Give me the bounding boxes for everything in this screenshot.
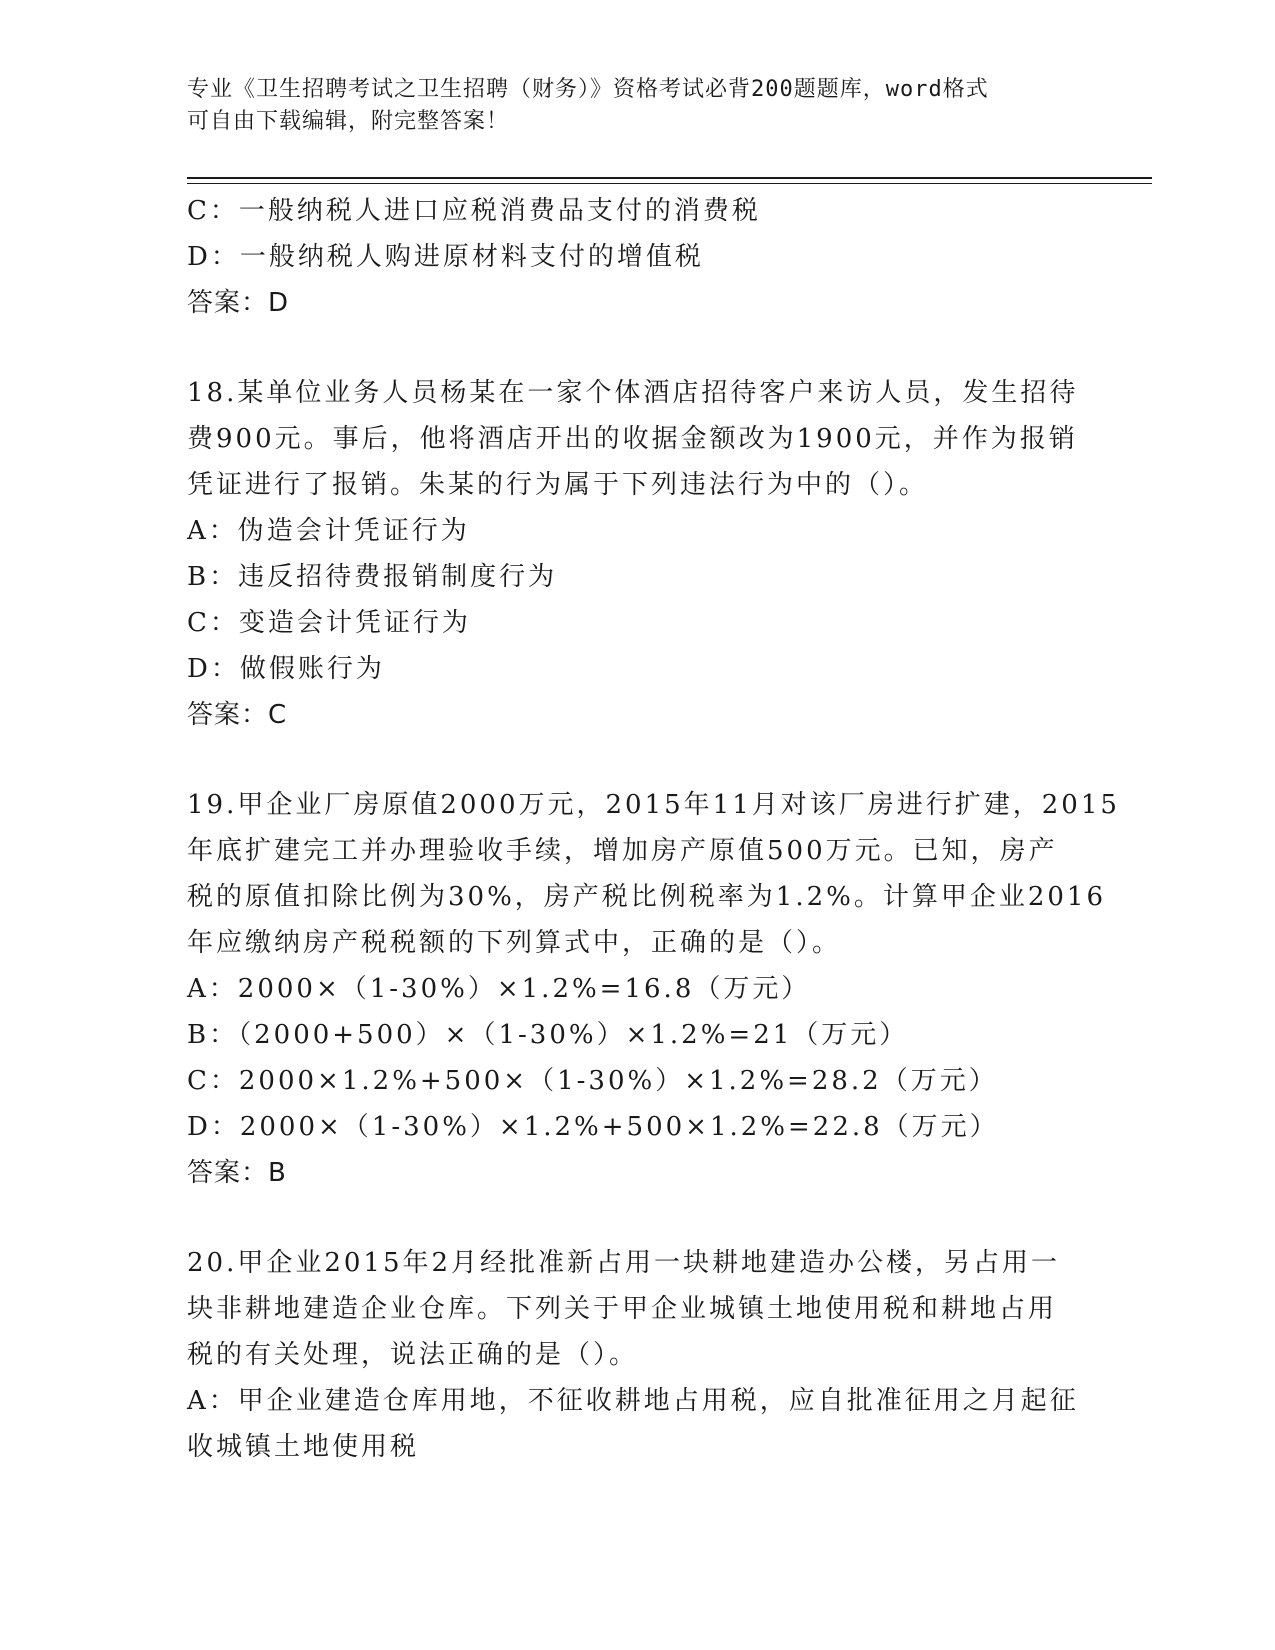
question-20 (187, 1240, 1087, 1470)
question-stem-line: 18.某单位业务人员杨某在一家个体酒店招待客户来访人员，发生招待 (187, 378, 1079, 408)
header-divider-thin (187, 183, 1152, 184)
spacer (187, 738, 1087, 782)
option-c: C：2000×1.2%+500×（1-30%）×1.2%=28.2（万元） (187, 1066, 998, 1096)
option-a: A：甲企业建造仓库用地，不征收耕地占用税，应自批准征用之月起征 (187, 1386, 1079, 1416)
question-stem-line: 年底扩建完工并办理验收手续，增加房产原值500万元。已知，房产 (187, 836, 1058, 866)
option-a: A：2000×（1-30%）×1.2%=16.8（万元） (187, 974, 811, 1004)
header-line-1: 专业《卫生招聘考试之卫生招聘（财务）》资格考试必背200题题库，word格式 (187, 77, 989, 102)
header-line-2: 可自由下载编辑，附完整答案！ (187, 109, 510, 134)
option-d: D：一般纳税人购进原材料支付的增值税 (187, 242, 704, 272)
question-stem-line: 块非耕地建造企业仓库。下列关于甲企业城镇土地使用税和耕地占用 (187, 1294, 1058, 1324)
question-stem-line: 19.甲企业厂房原值2000万元，2015年11月对该厂房进行扩建，2015 (187, 790, 1120, 820)
spacer (187, 326, 1087, 370)
question-19 (187, 782, 1120, 1196)
page-header (187, 74, 1087, 138)
question-18 (187, 370, 1087, 738)
option-d: D：做假账行为 (187, 654, 385, 684)
answer: 答案：D (187, 288, 290, 318)
answer: 答案：C (187, 700, 288, 730)
option-a: A：伪造会计凭证行为 (187, 516, 470, 546)
option-c: C：一般纳税人进口应税消费品支付的消费税 (187, 196, 761, 226)
option-d: D：2000×（1-30%）×1.2%+500×1.2%=22.8（万元） (187, 1112, 999, 1142)
question-stem-line: 税的有关处理，说法正确的是（）。 (187, 1340, 639, 1370)
question-stem-line: 费900元。事后，他将酒店开出的收据金额改为1900元，并作为报销 (187, 424, 1078, 454)
answer: 答案：B (187, 1158, 287, 1188)
header-divider-thick (187, 177, 1152, 179)
question-stem-line: 年应缴纳房产税税额的下列算式中，正确的是（）。 (187, 928, 842, 958)
option-c: C：变造会计凭证行为 (187, 608, 471, 638)
question-content (187, 188, 1120, 1470)
option-b: B：（2000+500）×（1-30%）×1.2%=21（万元） (187, 1020, 909, 1050)
option-a-continuation: 收城镇土地使用税 (187, 1432, 420, 1462)
question-17-tail (187, 188, 1087, 326)
question-stem-line: 20.甲企业2015年2月经批准新占用一块耕地建造办公楼，另占用一 (187, 1248, 1061, 1278)
option-b: B：违反招待费报销制度行为 (187, 562, 558, 592)
question-stem-line: 税的原值扣除比例为30%，房产税比例税率为1.2%。计算甲企业2016 (187, 882, 1107, 912)
spacer (187, 1196, 1087, 1240)
question-stem-line: 凭证进行了报销。朱某的行为属于下列违法行为中的（）。 (187, 470, 929, 500)
